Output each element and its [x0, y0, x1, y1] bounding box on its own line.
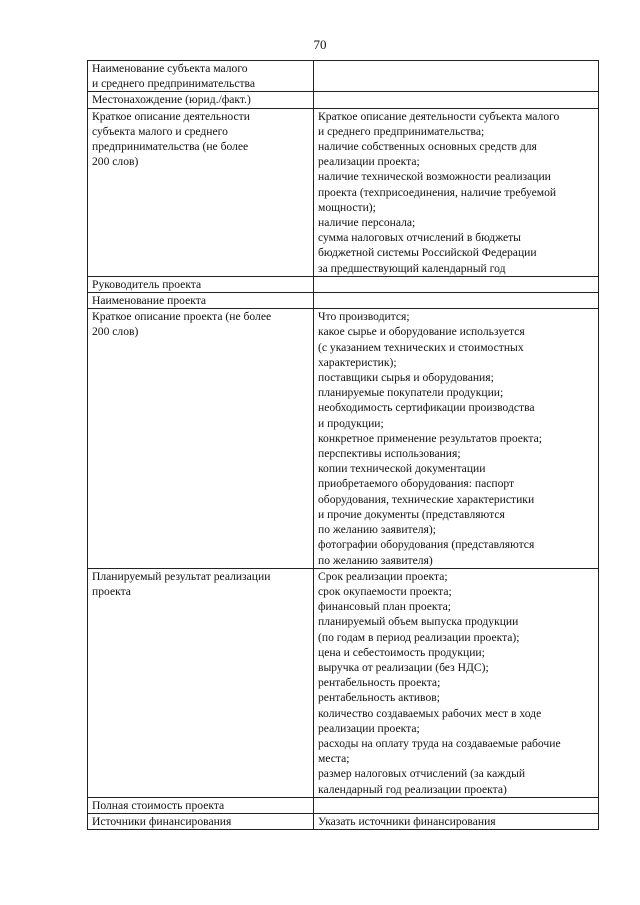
label-line: проекта [92, 584, 131, 598]
value-line: реализации проекта; [318, 155, 420, 169]
table-row-location [88, 92, 599, 108]
table-row-activity-description [88, 108, 599, 276]
value-line: необходимость сертификации производства [318, 401, 535, 415]
value-line: места; [318, 752, 350, 766]
empty-value [318, 277, 594, 292]
table-row-project-leader [88, 276, 599, 292]
value-line: поставщики сырья и оборудования; [318, 371, 494, 385]
value-line: за предшествующий календарный год [318, 261, 506, 275]
value-line: и прочие документы (представляются [318, 507, 505, 521]
value-cell [314, 309, 599, 568]
label-cell [88, 309, 314, 568]
table-row-project-name [88, 293, 599, 309]
label-line: субъекта малого и среднего [92, 124, 228, 138]
label-cell [88, 276, 314, 292]
table-row-total-cost [88, 797, 599, 813]
label-line: и среднего предпринимательства [92, 77, 256, 91]
label-line: Источники финансирования [92, 814, 232, 828]
value-line: Указать источники финансирования [318, 814, 496, 828]
value-cell [314, 293, 599, 309]
value-cell [314, 276, 599, 292]
value-line: срок окупаемости проекта; [318, 584, 452, 598]
value-line: по желанию заявителя) [318, 553, 433, 567]
value-line: реализации проекта; [318, 721, 420, 735]
value-line: финансовый план проекта; [318, 600, 451, 614]
value-cell [314, 61, 599, 92]
label-cell [88, 568, 314, 797]
label-line: Наименование субъекта малого [92, 62, 248, 75]
value-line: рентабельность активов; [318, 691, 440, 705]
value-line: планируемый объем выпуска продукции [318, 615, 519, 629]
label-line: Краткое описание деятельности [92, 109, 250, 123]
value-line: выручка от реализации (без НДС); [318, 660, 489, 674]
value-cell [314, 797, 599, 813]
value-line: по желанию заявителя); [318, 523, 436, 537]
value-line: мощности); [318, 200, 376, 214]
value-line: Краткое описание деятельности субъекта малого [318, 109, 560, 123]
value-line: проекта (техприсоединения, наличие требуемой [318, 185, 557, 199]
value-line: количество создаваемых рабочих мест в ходе [318, 706, 542, 720]
value-line: оборудования, технические характеристики [318, 492, 535, 506]
value-line: бюджетной системы Российской Федерации [318, 246, 537, 260]
empty-value [318, 798, 594, 813]
label-line: 200 слов) [92, 155, 139, 169]
value-line: календарный год реализации проекта) [318, 782, 507, 796]
value-line: наличие персонала; [318, 216, 416, 230]
value-line: Срок реализации проекта; [318, 569, 448, 583]
label-cell [88, 797, 314, 813]
value-line: какое сырье и оборудование используется [318, 325, 525, 339]
label-line: Руководитель проекта [92, 277, 202, 291]
page-number: 70 [313, 37, 327, 52]
value-line: фотографии оборудования (представляются [318, 538, 535, 552]
table-row-funding-sources [88, 813, 599, 829]
label-cell [88, 813, 314, 829]
table-row-subject-name [88, 61, 599, 92]
value-line: расходы на оплату труда на создаваемые рабочие [318, 736, 561, 750]
table-row-planned-result [88, 568, 599, 797]
label-cell [88, 108, 314, 276]
label-line: Планируемый результат реализации [92, 569, 271, 583]
table-row-project-description [88, 309, 599, 568]
value-line: характеристик); [318, 355, 397, 369]
label-line: Местонахождение (юрид./факт.) [92, 93, 251, 107]
value-line: планируемые покупатели продукции; [318, 386, 504, 400]
label-line: 200 слов) [92, 325, 139, 339]
value-line: (по годам в период реализации проекта); [318, 630, 520, 644]
label-line: Полная стоимость проекта [92, 798, 225, 812]
value-line: приобретаемого оборудования: паспорт [318, 477, 515, 491]
value-line: (с указанием технических и стоимостных [318, 340, 524, 354]
value-line: размер налоговых отчислений (за каждый [318, 767, 526, 781]
label-cell [88, 92, 314, 108]
label-line: предпринимательства (не более [92, 140, 249, 154]
value-line: цена и себестоимость продукции; [318, 645, 485, 659]
value-cell [314, 108, 599, 276]
value-line: наличие собственных основных средств для [318, 140, 537, 154]
value-line: сумма налоговых отчислений в бюджеты [318, 231, 521, 245]
value-line: перспективы использования; [318, 447, 461, 461]
value-line: копии технической документации [318, 462, 486, 476]
label-line: Краткое описание проекта (не более [92, 310, 272, 324]
value-line: Что производится; [318, 310, 410, 324]
value-line: и продукции; [318, 416, 384, 430]
value-cell [314, 92, 599, 108]
value-line: рентабельность проекта; [318, 676, 441, 690]
value-line: конкретное применение результатов проекта; [318, 431, 542, 445]
value-line: и среднего предпринимательства; [318, 124, 485, 138]
project-info-table [87, 60, 599, 830]
empty-value [318, 293, 594, 308]
label-line: Наименование проекта [92, 294, 207, 308]
label-cell [88, 61, 314, 92]
value-cell [314, 568, 599, 797]
empty-value [318, 61, 594, 76]
label-cell [88, 293, 314, 309]
empty-value [318, 92, 594, 107]
value-cell [314, 813, 599, 829]
value-line: наличие технической возможности реализации [318, 170, 551, 184]
